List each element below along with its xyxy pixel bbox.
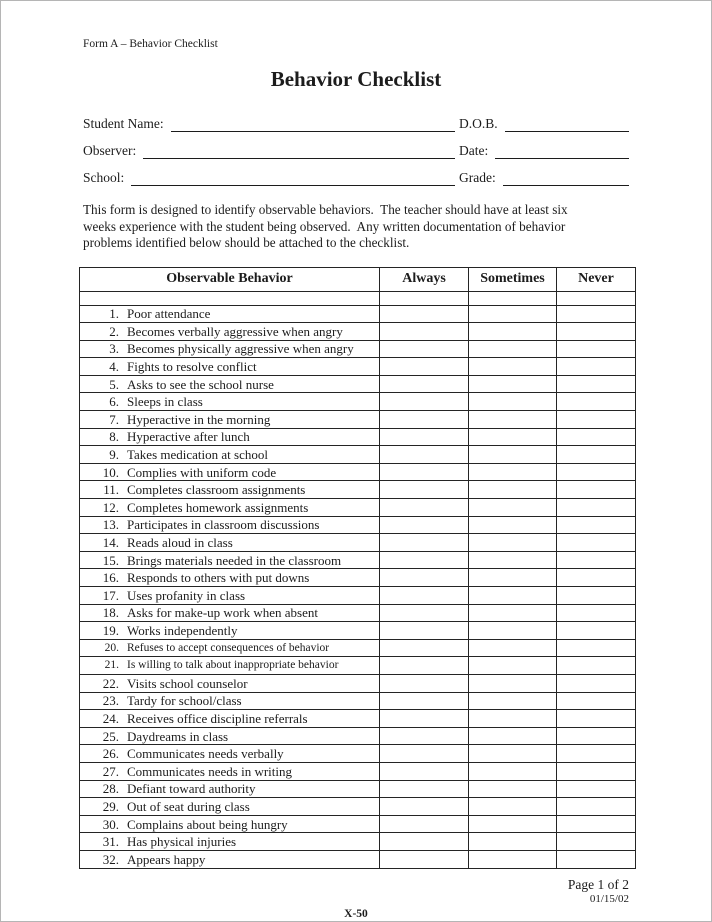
behavior-cell	[80, 710, 380, 728]
behavior-label: Responds to others with put downs	[127, 570, 310, 586]
always-cell[interactable]	[380, 340, 469, 358]
sometimes-cell[interactable]	[469, 323, 557, 341]
row-number: 1.	[109, 306, 119, 322]
behavior-cell	[80, 639, 380, 657]
behavior-cell	[80, 516, 380, 534]
behavior-cell	[80, 428, 380, 446]
behavior-cell	[80, 340, 380, 358]
behavior-label: Works independently	[127, 622, 238, 638]
behavior-label: Uses profanity in class	[127, 587, 246, 603]
always-cell[interactable]	[380, 710, 469, 728]
behavior-label: Appears happy	[127, 851, 206, 867]
always-cell[interactable]	[380, 780, 469, 798]
behavior-label: Becomes physically aggressive when angry	[127, 341, 354, 357]
behavior-cell	[80, 463, 380, 481]
table-row	[80, 393, 636, 411]
table-row	[80, 815, 636, 833]
never-cell[interactable]	[557, 604, 636, 622]
always-cell[interactable]	[380, 674, 469, 692]
never-cell[interactable]	[557, 446, 636, 464]
sometimes-cell[interactable]	[469, 534, 557, 552]
sometimes-cell[interactable]	[469, 481, 557, 499]
never-cell[interactable]	[557, 639, 636, 657]
never-cell[interactable]	[557, 622, 636, 640]
doc-code: X-50	[344, 907, 368, 920]
behavior-label: Hyperactive in the morning	[127, 411, 271, 427]
table-row	[80, 850, 636, 868]
row-number: 26.	[102, 746, 119, 762]
row-number: 17.	[102, 587, 119, 603]
instructions-line: weeks experience with the student being observed. Any written documentation of behavior	[83, 218, 566, 234]
behavior-label: Poor attendance	[127, 306, 211, 322]
behavior-label: Tardy for school/class	[127, 693, 242, 709]
row-number: 14.	[102, 535, 119, 551]
always-cell[interactable]	[380, 815, 469, 833]
sometimes-cell[interactable]	[469, 622, 557, 640]
behavior-cell	[80, 358, 380, 376]
behavior-label: Receives office discipline referrals	[127, 710, 308, 726]
never-cell[interactable]	[557, 727, 636, 745]
row-number: 21.	[104, 659, 119, 672]
sometimes-cell[interactable]	[469, 305, 557, 323]
sometimes-cell[interactable]	[469, 551, 557, 569]
date-label: Date:	[459, 143, 489, 158]
never-cell[interactable]	[557, 692, 636, 710]
behavior-label: Asks to see the school nurse	[127, 376, 274, 392]
student-name-field	[83, 116, 459, 132]
always-cell[interactable]	[380, 850, 469, 868]
table-row	[80, 375, 636, 393]
sometimes-cell[interactable]	[469, 798, 557, 816]
behavior-cell	[80, 534, 380, 552]
column-header-always: Always	[380, 267, 469, 291]
behavior-label: Defiant toward authority	[127, 781, 256, 797]
row-number: 22.	[102, 675, 119, 691]
table-row	[80, 710, 636, 728]
always-cell[interactable]	[380, 446, 469, 464]
row-number: 4.	[109, 359, 119, 375]
sometimes-cell[interactable]	[469, 358, 557, 376]
table-row	[80, 411, 636, 429]
table-row	[80, 622, 636, 640]
always-cell[interactable]	[380, 569, 469, 587]
behavior-cell	[80, 569, 380, 587]
never-cell[interactable]	[557, 516, 636, 534]
row-number: 7.	[109, 411, 119, 427]
sometimes-cell[interactable]	[469, 428, 557, 446]
behavior-cell	[80, 692, 380, 710]
sometimes-cell[interactable]	[469, 639, 557, 657]
behavior-cell	[80, 727, 380, 745]
always-cell[interactable]	[380, 833, 469, 851]
sometimes-cell[interactable]	[469, 516, 557, 534]
row-number: 27.	[102, 763, 119, 779]
student-name-label: Student Name:	[83, 116, 164, 131]
row-number: 20.	[104, 641, 119, 654]
behavior-label: Reads aloud in class	[127, 535, 233, 551]
row-number: 11.	[103, 482, 119, 498]
sometimes-cell[interactable]	[469, 340, 557, 358]
behavior-cell	[80, 745, 380, 763]
always-cell[interactable]	[380, 323, 469, 341]
dob-label: D.O.B.	[459, 116, 498, 131]
row-number: 16.	[102, 570, 119, 586]
school-label: School:	[83, 170, 125, 185]
table-row	[80, 446, 636, 464]
never-cell[interactable]	[557, 428, 636, 446]
table-row	[80, 534, 636, 552]
never-cell[interactable]	[557, 815, 636, 833]
sometimes-cell[interactable]	[469, 745, 557, 763]
behavior-cell	[80, 798, 380, 816]
row-number: 13.	[102, 517, 119, 533]
observer-label: Observer:	[83, 143, 137, 158]
spacer-row	[80, 291, 636, 305]
never-cell[interactable]	[557, 463, 636, 481]
never-cell[interactable]	[557, 587, 636, 605]
table-row	[80, 551, 636, 569]
sometimes-cell[interactable]	[469, 604, 557, 622]
row-number: 18.	[102, 605, 119, 621]
table-row	[80, 745, 636, 763]
table-row	[80, 358, 636, 376]
always-cell[interactable]	[380, 762, 469, 780]
row-number: 3.	[109, 341, 119, 357]
table-row	[80, 692, 636, 710]
behavior-cell	[80, 481, 380, 499]
always-cell[interactable]	[380, 639, 469, 657]
always-cell[interactable]	[380, 463, 469, 481]
row-number: 8.	[109, 429, 119, 445]
observer-blank[interactable]	[143, 156, 455, 159]
never-cell[interactable]	[557, 340, 636, 358]
row-number: 5.	[109, 376, 119, 392]
behavior-cell	[80, 323, 380, 341]
grade-field	[459, 170, 629, 186]
school-field	[83, 170, 459, 186]
always-cell[interactable]	[380, 604, 469, 622]
always-cell[interactable]	[380, 481, 469, 499]
page-number: Page 1 of 2	[567, 876, 629, 892]
behavior-cell	[80, 499, 380, 517]
footer	[1, 869, 711, 906]
never-cell[interactable]	[557, 569, 636, 587]
behavior-label: Complains about being hungry	[127, 816, 288, 832]
never-cell[interactable]	[557, 323, 636, 341]
sometimes-cell[interactable]	[469, 815, 557, 833]
behavior-label: Asks for make-up work when absent	[127, 605, 318, 621]
observer-field	[83, 143, 459, 159]
always-cell[interactable]	[380, 393, 469, 411]
table-row	[80, 674, 636, 692]
sometimes-cell[interactable]	[469, 587, 557, 605]
behavior-label: Takes medication at school	[127, 447, 268, 463]
behavior-cell	[80, 657, 380, 675]
instructions-line: This form is designed to identify observable behaviors. The teacher should have at least six	[83, 202, 568, 217]
row-number: 2.	[109, 323, 119, 339]
behavior-cell	[80, 780, 380, 798]
behavior-label: Refuses to accept consequences of behavior	[127, 641, 330, 654]
never-cell[interactable]	[557, 798, 636, 816]
behavior-cell	[80, 850, 380, 868]
always-cell[interactable]	[380, 499, 469, 517]
table-row	[80, 657, 636, 675]
row-number: 29.	[102, 798, 119, 814]
behavior-label: Participates in classroom discussions	[127, 517, 320, 533]
always-cell[interactable]	[380, 692, 469, 710]
always-cell[interactable]	[380, 551, 469, 569]
sometimes-cell[interactable]	[469, 446, 557, 464]
table-row	[80, 323, 636, 341]
row-number: 31.	[102, 834, 119, 850]
row-number: 6.	[109, 394, 119, 410]
table-row	[80, 587, 636, 605]
school-blank[interactable]	[131, 183, 455, 186]
table-row	[80, 780, 636, 798]
behavior-cell	[80, 762, 380, 780]
table-row	[80, 481, 636, 499]
behavior-cell	[80, 411, 380, 429]
behavior-checklist-table	[79, 267, 636, 869]
behavior-cell	[80, 622, 380, 640]
behavior-label: Is willing to talk about inappropriate behavior	[127, 659, 339, 672]
date-blank[interactable]	[495, 156, 629, 159]
sometimes-cell[interactable]	[469, 463, 557, 481]
dob-blank[interactable]	[505, 129, 629, 132]
behavior-cell	[80, 587, 380, 605]
behavior-table-body	[80, 291, 636, 868]
row-number: 24.	[102, 710, 119, 726]
never-cell[interactable]	[557, 762, 636, 780]
grade-blank[interactable]	[503, 183, 629, 186]
behavior-label: Communicates needs in writing	[127, 763, 293, 779]
table-row	[80, 762, 636, 780]
sometimes-cell[interactable]	[469, 850, 557, 868]
table-row	[80, 727, 636, 745]
never-cell[interactable]	[557, 358, 636, 376]
behavior-cell	[80, 833, 380, 851]
behavior-label: Becomes verbally aggressive when angry	[127, 323, 343, 339]
always-cell[interactable]	[380, 516, 469, 534]
always-cell[interactable]	[380, 358, 469, 376]
table-row	[80, 833, 636, 851]
behavior-label: Out of seat during class	[127, 798, 250, 814]
always-cell[interactable]	[380, 798, 469, 816]
behavior-label: Hyperactive after lunch	[127, 429, 250, 445]
field-row-school	[83, 159, 629, 186]
row-number: 10.	[102, 464, 119, 480]
behavior-label: Brings materials needed in the classroom	[127, 552, 342, 568]
behavior-cell	[80, 446, 380, 464]
instructions-line: problems identified below should be attached to the checklist.	[83, 235, 410, 250]
row-number: 23.	[102, 693, 119, 709]
sometimes-cell[interactable]	[469, 780, 557, 798]
date-field	[459, 143, 629, 159]
sometimes-cell[interactable]	[469, 762, 557, 780]
behavior-label: Completes homework assignments	[127, 499, 309, 515]
student-name-blank[interactable]	[171, 129, 455, 132]
behavior-label: Has physical injuries	[127, 834, 237, 850]
behavior-label: Daydreams in class	[127, 728, 229, 744]
never-cell[interactable]	[557, 499, 636, 517]
never-cell[interactable]	[557, 534, 636, 552]
never-cell[interactable]	[557, 305, 636, 323]
page-content	[1, 1, 711, 869]
behavior-cell	[80, 393, 380, 411]
spacer-cell	[80, 291, 380, 305]
row-number: 19.	[102, 622, 119, 638]
column-header-never: Never	[557, 267, 636, 291]
column-header-sometimes: Sometimes	[469, 267, 557, 291]
form-identifier: Form A – Behavior Checklist	[83, 38, 218, 50]
never-cell[interactable]	[557, 780, 636, 798]
always-cell[interactable]	[380, 411, 469, 429]
never-cell[interactable]	[557, 393, 636, 411]
table-row	[80, 463, 636, 481]
sometimes-cell[interactable]	[469, 692, 557, 710]
never-cell[interactable]	[557, 551, 636, 569]
spacer-cell	[469, 291, 557, 305]
table-row	[80, 604, 636, 622]
sometimes-cell[interactable]	[469, 674, 557, 692]
field-row-student	[83, 105, 629, 132]
always-cell[interactable]	[380, 534, 469, 552]
behavior-cell	[80, 674, 380, 692]
table-row	[80, 798, 636, 816]
row-number: 25.	[102, 728, 119, 744]
always-cell[interactable]	[380, 428, 469, 446]
behavior-label: Sleeps in class	[127, 394, 203, 410]
behavior-cell	[80, 375, 380, 393]
row-number: 28.	[102, 781, 119, 797]
behavior-label: Fights to resolve conflict	[127, 359, 257, 375]
sometimes-cell[interactable]	[469, 833, 557, 851]
behavior-label: Visits school counselor	[127, 675, 248, 691]
behavior-cell	[80, 305, 380, 323]
behavior-label: Communicates needs verbally	[127, 746, 284, 762]
instructions-paragraph	[83, 202, 629, 252]
row-number: 32.	[102, 851, 119, 867]
never-cell[interactable]	[557, 657, 636, 675]
behavior-cell	[80, 551, 380, 569]
behavior-cell	[80, 815, 380, 833]
sometimes-cell[interactable]	[469, 411, 557, 429]
table-header-row	[80, 267, 636, 291]
table-row	[80, 428, 636, 446]
table-row	[80, 305, 636, 323]
spacer-cell	[380, 291, 469, 305]
never-cell[interactable]	[557, 481, 636, 499]
row-number: 9.	[109, 447, 119, 463]
table-row	[80, 569, 636, 587]
never-cell[interactable]	[557, 850, 636, 868]
always-cell[interactable]	[380, 587, 469, 605]
always-cell[interactable]	[380, 622, 469, 640]
never-cell[interactable]	[557, 411, 636, 429]
sometimes-cell[interactable]	[469, 657, 557, 675]
row-number: 30.	[102, 816, 119, 832]
table-row	[80, 516, 636, 534]
table-row	[80, 499, 636, 517]
table-row	[80, 340, 636, 358]
always-cell[interactable]	[380, 305, 469, 323]
never-cell[interactable]	[557, 745, 636, 763]
sometimes-cell[interactable]	[469, 499, 557, 517]
always-cell[interactable]	[380, 745, 469, 763]
behavior-label: Completes classroom assignments	[127, 482, 306, 498]
sometimes-cell[interactable]	[469, 727, 557, 745]
spacer-cell	[557, 291, 636, 305]
always-cell[interactable]	[380, 375, 469, 393]
row-number: 12.	[102, 499, 119, 515]
behavior-label: Complies with uniform code	[127, 464, 277, 480]
dob-field	[459, 116, 629, 132]
grade-label: Grade:	[459, 170, 496, 185]
behavior-cell	[80, 604, 380, 622]
fields-section	[83, 105, 629, 186]
sometimes-cell[interactable]	[469, 375, 557, 393]
page-title: Behavior Checklist	[270, 67, 442, 91]
never-cell[interactable]	[557, 710, 636, 728]
column-header-behavior: Observable Behavior	[80, 267, 380, 291]
field-row-observer	[83, 132, 629, 159]
sometimes-cell[interactable]	[469, 393, 557, 411]
never-cell[interactable]	[557, 833, 636, 851]
table-row	[80, 639, 636, 657]
always-cell[interactable]	[380, 727, 469, 745]
never-cell[interactable]	[557, 674, 636, 692]
never-cell[interactable]	[557, 375, 636, 393]
sometimes-cell[interactable]	[469, 569, 557, 587]
revision-date: 01/15/02	[589, 892, 629, 905]
always-cell[interactable]	[380, 657, 469, 675]
row-number: 15.	[102, 552, 119, 568]
sometimes-cell[interactable]	[469, 710, 557, 728]
